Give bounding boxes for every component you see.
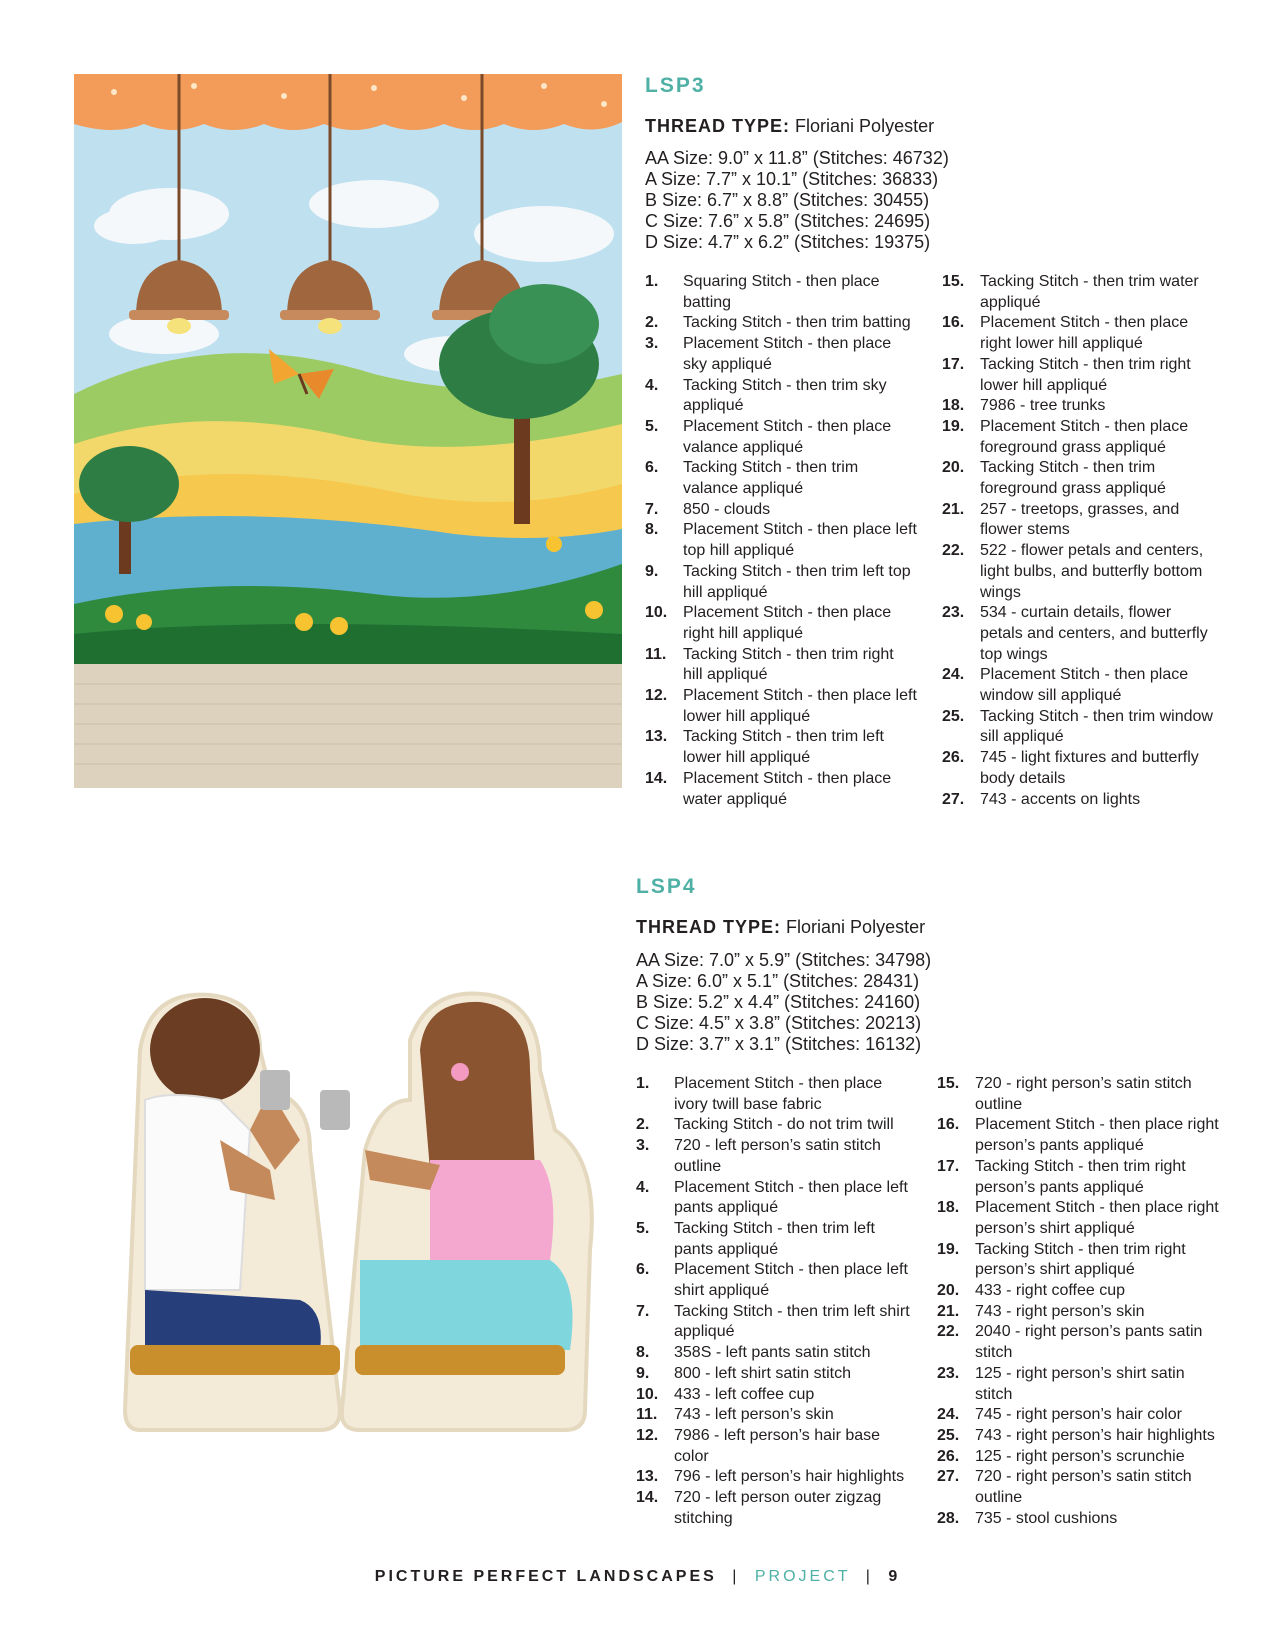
list-item: 22. 2040 - right person’s pants satin stitch: [937, 1323, 1203, 1362]
list-item: 18. 7986 - tree trunks: [942, 397, 1106, 415]
lsp4-embroidery-photo: [110, 990, 630, 1450]
list-item: 17. Tacking Stitch - then trim right person’s pants appliqué: [937, 1157, 1186, 1196]
list-item: 25. Tacking Stitch - then trim window sill appliqué: [942, 707, 1213, 746]
list-item: 16. Placement Stitch - then place right person’s pants appliqué: [937, 1116, 1219, 1155]
list-item: 28. 735 - stool cushions: [937, 1509, 1118, 1527]
lsp3-thread-type: [645, 116, 934, 137]
list-item: 21. 257 - treetops, grasses, and flower stems: [942, 500, 1180, 539]
list-item: 19. Placement Stitch - then place foreground grass appliqué: [942, 417, 1189, 456]
size-line: A Size: 7.7” x 10.1” (Stitches: 36833): [645, 169, 939, 189]
lsp3-sizes: [645, 148, 949, 253]
list-item: 12. Placement Stitch - then place left lower hill appliqué: [645, 687, 917, 725]
lsp4-thread-value: Floriani Polyester: [786, 917, 926, 937]
list-item: 26. 125 - right person’s scrunchie: [937, 1447, 1185, 1465]
list-item: 1. Squaring Stitch - then place batting: [645, 273, 880, 311]
list-item: 7. Tacking Stitch - then trim left shirt appliqué: [636, 1302, 910, 1341]
list-item: 6. Placement Stitch - then place left shirt appliqué: [636, 1261, 908, 1300]
list-item: 6. Tacking Stitch - then trim valance appliqué: [645, 459, 859, 498]
size-line: D Size: 3.7” x 3.1” (Stitches: 16132): [636, 1034, 922, 1054]
lsp4-two-people-illustration: [110, 990, 630, 1450]
lsp3-thread-label: THREAD TYPE:: [645, 116, 791, 136]
list-item: 24. 745 - right person’s hair color: [937, 1406, 1182, 1424]
lsp4-steps-left: [636, 1074, 918, 1529]
list-item: 23. 125 - right person’s shirt satin stitch: [937, 1364, 1185, 1403]
lsp4-title: LSP4: [636, 875, 697, 898]
list-item: 20. Tacking Stitch - then trim foreground grass appliqué: [942, 459, 1166, 498]
size-line: B Size: 6.7” x 8.8” (Stitches: 30455): [645, 190, 930, 210]
lsp4-thread-type: [636, 917, 925, 938]
list-item: 2. Tacking Stitch - then trim batting: [645, 314, 911, 332]
page-number: 9: [888, 1568, 901, 1585]
list-item: 19. Tacking Stitch - then trim right person’s shirt appliqué: [937, 1240, 1186, 1279]
lsp3-steps-left: [645, 272, 917, 810]
size-line: D Size: 4.7” x 6.2” (Stitches: 19375): [645, 232, 931, 252]
list-item: 23. 534 - curtain details, flower petals and centers, and butterfly top wings: [942, 604, 1208, 663]
lsp3-landscape-illustration: [74, 74, 622, 788]
list-item: 10. Placement Stitch - then place right hill appliqué: [645, 604, 892, 642]
list-item: 11. 743 - left person’s skin: [636, 1406, 834, 1424]
list-item: 24. Placement Stitch - then place window sill appliqué: [942, 666, 1189, 705]
list-item: 4. Tacking Stitch - then trim sky appliqué: [645, 376, 887, 415]
list-item: 20. 433 - right coffee cup: [937, 1282, 1126, 1300]
list-item: 17. Tacking Stitch - then trim right lower hill appliqué: [942, 355, 1191, 394]
footer-separator: |: [865, 1568, 873, 1585]
size-line: A Size: 6.0” x 5.1” (Stitches: 28431): [636, 971, 920, 991]
list-item: 1. Placement Stitch - then place ivory twill base fabric: [636, 1075, 883, 1113]
footer-section: PROJECT: [754, 1568, 851, 1585]
lsp4-thread-label: THREAD TYPE:: [636, 917, 782, 937]
size-line: AA Size: 7.0” x 5.9” (Stitches: 34798): [636, 950, 932, 970]
size-line: AA Size: 9.0” x 11.8” (Stitches: 46732): [645, 148, 949, 168]
lsp3-steps-right: [942, 272, 1214, 810]
list-item: 14. Placement Stitch - then place water appliqué: [645, 769, 892, 808]
size-line: C Size: 7.6” x 5.8” (Stitches: 24695): [645, 211, 931, 231]
list-item: 2. Tacking Stitch - do not trim twill: [636, 1116, 894, 1134]
list-item: 15. Tacking Stitch - then trim water appliqué: [942, 273, 1199, 311]
lsp3-title: LSP3: [645, 74, 706, 97]
list-item: 12. 7986 - left person’s hair base color: [636, 1426, 881, 1465]
list-item: 5. Placement Stitch - then place valance appliqué: [645, 417, 892, 456]
size-line: B Size: 5.2” x 4.4” (Stitches: 24160): [636, 992, 921, 1012]
list-item: 11. Tacking Stitch - then trim right hill appliqué: [645, 645, 894, 684]
list-item: 22. 522 - flower petals and centers, light bulbs, and butterfly bottom wings: [942, 542, 1204, 601]
list-item: 7. 850 - clouds: [645, 500, 771, 518]
list-item: 18. Placement Stitch - then place right person’s shirt appliqué: [937, 1199, 1219, 1237]
list-item: 25. 743 - right person’s hair highlights: [937, 1426, 1215, 1444]
list-item: 9. 800 - left shirt satin stitch: [636, 1364, 851, 1382]
list-item: 13. Tacking Stitch - then trim left lower hill appliqué: [645, 728, 884, 767]
lsp4-steps-right: [937, 1074, 1219, 1529]
list-item: 9. Tacking Stitch - then trim left top hill appliqué: [645, 562, 911, 601]
list-item: 16. Placement Stitch - then place right lower hill appliqué: [942, 314, 1189, 353]
list-item: 15. 720 - right person’s satin stitch outline: [937, 1075, 1192, 1113]
list-item: 3. Placement Stitch - then place sky appliqué: [645, 335, 892, 373]
list-item: 10. 433 - left coffee cup: [636, 1385, 815, 1403]
footer-title: PICTURE PERFECT LANDSCAPES: [374, 1568, 717, 1585]
list-item: 4. Placement Stitch - then place left pants appliqué: [636, 1178, 908, 1217]
list-item: 27. 720 - right person’s satin stitch outline: [937, 1468, 1192, 1507]
list-item: 3. 720 - left person’s satin stitch outline: [636, 1137, 881, 1175]
list-item: 21. 743 - right person’s skin: [937, 1302, 1145, 1320]
list-item: 27. 743 - accents on lights: [942, 790, 1141, 808]
lsp4-sizes: [636, 950, 931, 1055]
list-item: 14. 720 - left person outer zigzag stitching: [636, 1489, 882, 1527]
list-item: 26. 745 - light fixtures and butterfly body details: [942, 749, 1199, 787]
list-item: 13. 796 - left person’s hair highlights: [636, 1468, 905, 1486]
lsp3-thread-value: Floriani Polyester: [795, 116, 935, 136]
list-item: 8. 358S - left pants satin stitch: [636, 1344, 871, 1362]
lsp3-embroidery-photo: [74, 74, 622, 788]
footer-separator: |: [732, 1568, 740, 1585]
page-footer: [0, 1568, 1275, 1586]
list-item: 5. Tacking Stitch - then trim left pants appliqué: [636, 1219, 875, 1258]
list-item: 8. Placement Stitch - then place left top hill appliqué: [645, 521, 917, 560]
size-line: C Size: 4.5” x 3.8” (Stitches: 20213): [636, 1013, 922, 1033]
